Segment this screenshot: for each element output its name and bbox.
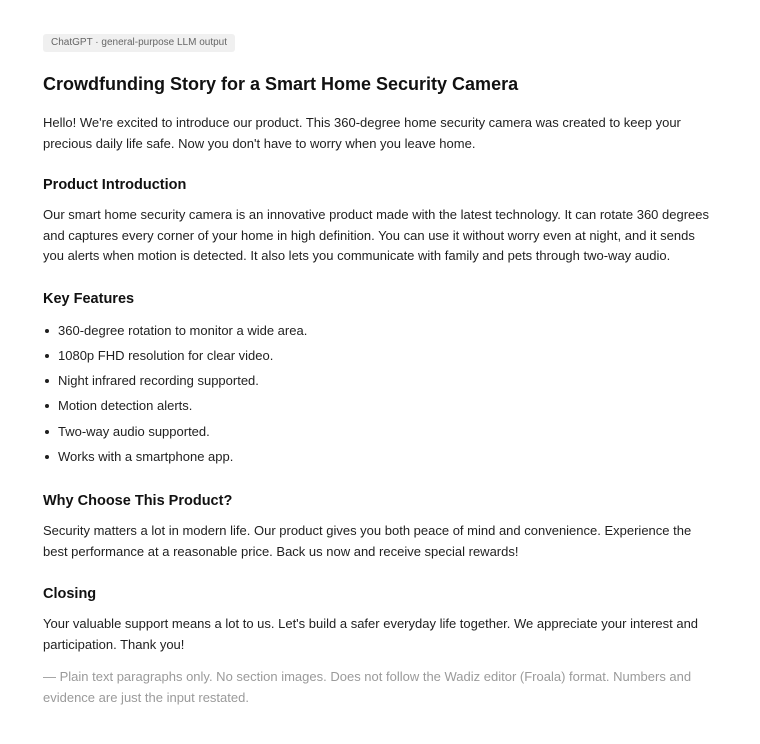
bullet-icon	[45, 455, 49, 459]
section-body-closing: Your valuable support means a lot to us. Let's build a safer everyday life together. We appreciate your interest and participation. Thank you!	[43, 616, 699, 652]
list-item-text: Two-way audio supported.	[58, 423, 210, 439]
list-item-text: Night infrared recording supported.	[58, 373, 259, 389]
section-heading-why-choose: Why Choose This Product?	[43, 493, 233, 510]
bullet-icon	[45, 329, 49, 333]
key-features-list	[43, 318, 717, 470]
section-heading-closing: Closing	[43, 586, 97, 603]
source-badge: ChatGPT · general-purpose LLM output	[43, 34, 235, 52]
bullet-icon	[45, 379, 49, 383]
list-item-text: Motion detection alerts.	[58, 398, 193, 414]
list-item-text: Works with a smartphone app.	[58, 448, 234, 464]
bullet-icon	[45, 430, 49, 434]
page-title: Crowdfunding Story for a Smart Home Security Camera	[43, 74, 519, 94]
list-item-text: 1080p FHD resolution for clear video.	[58, 347, 274, 363]
list-item	[58, 343, 717, 368]
bullet-icon	[45, 354, 49, 358]
section-heading-key-features: Key Features	[43, 290, 135, 307]
section-body-product-introduction: Our smart home security camera is an innovative product made with the latest technology. It can rotate 360 degrees and captures every corner of your home in high definition. You can use it without worry even at night, and it sends you alerts when motion is detected. It also lets you communicate with family and pets through two-way audio.	[43, 207, 709, 263]
bullet-icon	[45, 404, 49, 408]
list-item	[58, 393, 717, 418]
evaluator-note: — Plain text paragraphs only. No section images. Does not follow the Wadiz editor (Froala) format. Numbers and evidence are just the input restated.	[43, 669, 692, 705]
section-heading-product-introduction: Product Introduction	[43, 177, 187, 193]
section-body-why-choose: Security matters a lot in modern life. Our product gives you both peace of mind and convenience. Experience the best performance at a reasonable price. Back us now and receive special rewards!	[43, 523, 692, 559]
list-item	[58, 444, 717, 469]
list-item-text: 360-degree rotation to monitor a wide area.	[58, 322, 308, 338]
list-item	[58, 318, 717, 343]
intro-paragraph: Hello! We're excited to introduce our product. This 360-degree home security camera was created to keep your precious daily life safe. Now you don't have to worry when you leave home.	[43, 115, 681, 151]
list-item	[58, 419, 717, 444]
list-item	[58, 368, 717, 393]
